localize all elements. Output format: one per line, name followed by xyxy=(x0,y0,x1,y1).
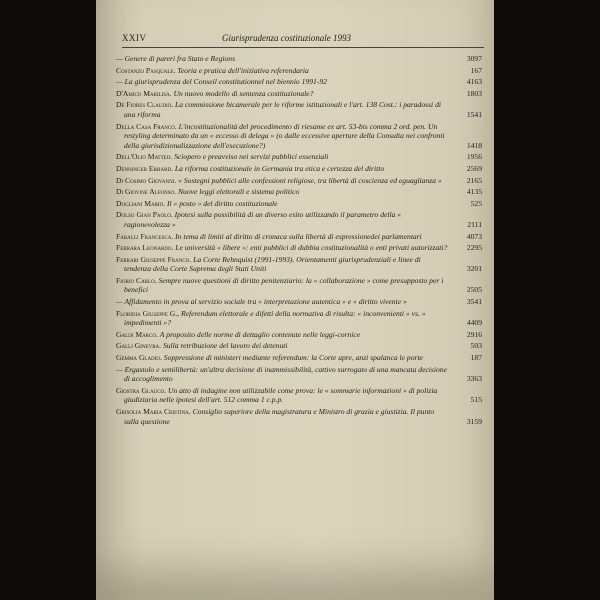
index-entry xyxy=(116,187,482,197)
index-entry xyxy=(116,164,482,174)
index-entry xyxy=(116,54,482,64)
entry-author: Gemma Gladio. xyxy=(116,353,162,363)
index-entry xyxy=(116,122,482,151)
entry-page-number: 3541 xyxy=(466,297,482,307)
entry-page-number: 503 xyxy=(470,341,482,351)
entry-page-number: 2295 xyxy=(466,243,482,253)
entry-title: Sempre nuove questioni di diritto penitenziario: la « collaborazione » come presupposto per i benefici xyxy=(124,275,444,295)
entry-page-number: 2111 xyxy=(467,219,482,229)
entry-title: Un atto di indagine non utilizzabile come prova: le « sommarie informazioni » di polizia giudiziaria nelle ipotesi dell'art. 512 comma 1 c.p.p. xyxy=(124,385,438,405)
index-entry xyxy=(116,210,482,229)
page-header xyxy=(122,33,484,48)
entry-title: Nuove leggi elettorali e sistema politico xyxy=(177,187,300,197)
entry-page-number: 3201 xyxy=(466,264,482,274)
index-entry xyxy=(116,77,482,87)
entry-author: Denninger Erhard. xyxy=(116,163,173,173)
entry-page-number: 4073 xyxy=(466,231,482,241)
index-entry xyxy=(116,297,482,307)
index-entry xyxy=(116,66,482,76)
entry-title: Il « posto » del diritto costituzionale xyxy=(167,198,278,208)
entry-title: Consiglio superiore della magistratura e Ministro di grazia e giustizia. Il punto sulla questione xyxy=(124,407,435,426)
index-entry xyxy=(116,386,482,405)
entry-title: La riforma costituzionale in Germania tra etica e certezza del diritto xyxy=(174,163,385,173)
entry-page-number: 2569 xyxy=(466,163,482,173)
entry-author: Galli Ginevra. xyxy=(116,341,162,351)
entry-title: L'incostituzionalità del procedimento di riesame ex art. 53-bis comma 2 ord. pen. Un restyling determinato da un « eccesso di delega » (o dalle eccessive aperture della Consulta nei confronti della giurisdizionalizzazione dell'esecuzione?) xyxy=(124,121,445,150)
entry-title: Soppressione di ministeri mediante referendum: la Corte apre, anzi spalanca le porte xyxy=(163,353,423,363)
index-entry xyxy=(116,276,482,295)
entry-page-number: 3363 xyxy=(466,374,482,384)
index-entry xyxy=(116,199,482,209)
entry-title: — Genere di pareri fra Stato e Regions xyxy=(116,54,236,63)
entry-author: Fiorio Carlo. xyxy=(116,275,157,285)
entry-page-number: 515 xyxy=(470,395,482,405)
entry-title: — Affidamento in prova al servizio sociale tra « interpretazione autentica » e « diritto vivente » xyxy=(116,297,407,307)
entry-title: A proposito delle norme di dettaglio contenute nelle leggi-cornice xyxy=(159,329,361,339)
entry-author: Dogliani Mario. xyxy=(116,198,166,208)
index-entry xyxy=(116,365,482,384)
entry-author: Della Casa Franco. xyxy=(116,121,177,131)
entry-title: Ipotesi sulla possibilità di un diverso esito utilizzando il parametro della « ragionevolezza » xyxy=(124,210,402,229)
entry-title: « Sostegni pubblici alle confessioni religiose, tra libertà di coscienza ed eguaglianza » xyxy=(178,175,442,185)
entry-page-number: 187 xyxy=(470,353,482,363)
entry-title: Le università « libere »: enti pubblici di dubbia costituzionalità o enti privati autorizzati? xyxy=(175,243,448,253)
entry-page-number: 1418 xyxy=(466,140,482,150)
index-page xyxy=(96,0,494,600)
entry-author: Ferrara Leonardo. xyxy=(116,243,174,253)
entry-author: Costanzo Pasquale. xyxy=(116,65,176,75)
entry-author: Faralli Francesca. xyxy=(116,231,174,241)
index-entry xyxy=(116,100,482,119)
entry-page-number: 3097 xyxy=(466,54,482,63)
entry-page-number: 4409 xyxy=(466,318,482,328)
entry-title: — Ergastolo e semilibertà: un'altra decisione di inammissibilità, cattivo surrogato di una mancata decisione di accoglimento xyxy=(116,364,447,384)
index-entry xyxy=(116,176,482,186)
entry-author: Di Cosimo Giovanni. xyxy=(116,175,177,185)
index-entry xyxy=(116,353,482,363)
entry-author: Giostra Glauco. xyxy=(116,385,167,395)
entry-page-number: 1541 xyxy=(466,109,482,119)
entry-title: Teoria e pratica dell'iniziativa referendaria xyxy=(177,65,309,75)
entry-title: La commissione bicamerale per le riforme istituzionali e l'art. 138 Cost.: i paradossi di una riforma xyxy=(124,100,441,119)
index-entry xyxy=(116,407,482,426)
entry-author: Dell'Olio Matteo. xyxy=(116,152,173,162)
entry-page-number: 167 xyxy=(470,65,482,75)
entry-title: Sciopero e preavviso nei servizi pubblici essenziali xyxy=(174,152,329,162)
entry-author: Ferrari Giuseppe Franco. xyxy=(116,254,192,264)
index-entry xyxy=(116,330,482,340)
index-entry xyxy=(116,89,482,99)
entry-page-number: 3159 xyxy=(466,416,482,426)
entry-page-number: 4163 xyxy=(466,77,482,87)
entry-page-number: 2505 xyxy=(466,285,482,295)
entry-author: Grisolia Maria Cristina. xyxy=(116,407,191,416)
running-title: Giurisprudenza costituzionale 1993 xyxy=(222,33,352,43)
entry-title: Sulla retribuzione del lavoro dei detenuti xyxy=(162,341,288,351)
entry-author: D'Amico Marilisa. xyxy=(116,88,172,98)
entry-page-number: 1956 xyxy=(466,152,482,162)
entry-author: Di Giovine Alfonso. xyxy=(116,187,177,197)
index-entry xyxy=(116,152,482,162)
page-number: XXIV xyxy=(122,33,147,43)
index-entries xyxy=(116,54,482,428)
index-entry xyxy=(116,255,482,274)
entry-title: La Corte Rehnquist (1991-1993). Orientamenti giurisprudenziali e linee di tendenza della Corte Suprema degli Stati Uniti xyxy=(124,254,421,274)
entry-title: Un nuovo modello di sentenza costituzionale? xyxy=(173,88,314,98)
entry-page-number: 1803 xyxy=(466,88,482,98)
entry-page-number: 525 xyxy=(470,198,482,208)
entry-author: De Fiores Claudio. xyxy=(116,100,174,110)
entry-title: — La giurisprudenza del Conseil constitutionnel nel biennio 1991-92 xyxy=(116,77,327,87)
entry-author: Dolso Gian Paolo. xyxy=(116,210,173,220)
entry-title: Referendum elettorale e difetti della normativa di risulta: « inconvenienti » vs. « impedimenti »? xyxy=(124,308,426,328)
entry-page-number: 4135 xyxy=(466,187,482,197)
index-entry xyxy=(116,243,482,253)
entry-author: Floridia Giuseppe G., xyxy=(116,308,180,318)
entry-page-number: 2165 xyxy=(466,175,482,185)
index-entry xyxy=(116,309,482,328)
entry-title: In tema di limiti al diritto di cronaca sulla libertà di espressionedei parlamentari xyxy=(175,231,422,241)
entry-author: Galdi Marco. xyxy=(116,329,158,339)
index-entry xyxy=(116,341,482,351)
entry-page-number: 2916 xyxy=(466,329,482,339)
index-entry xyxy=(116,232,482,242)
